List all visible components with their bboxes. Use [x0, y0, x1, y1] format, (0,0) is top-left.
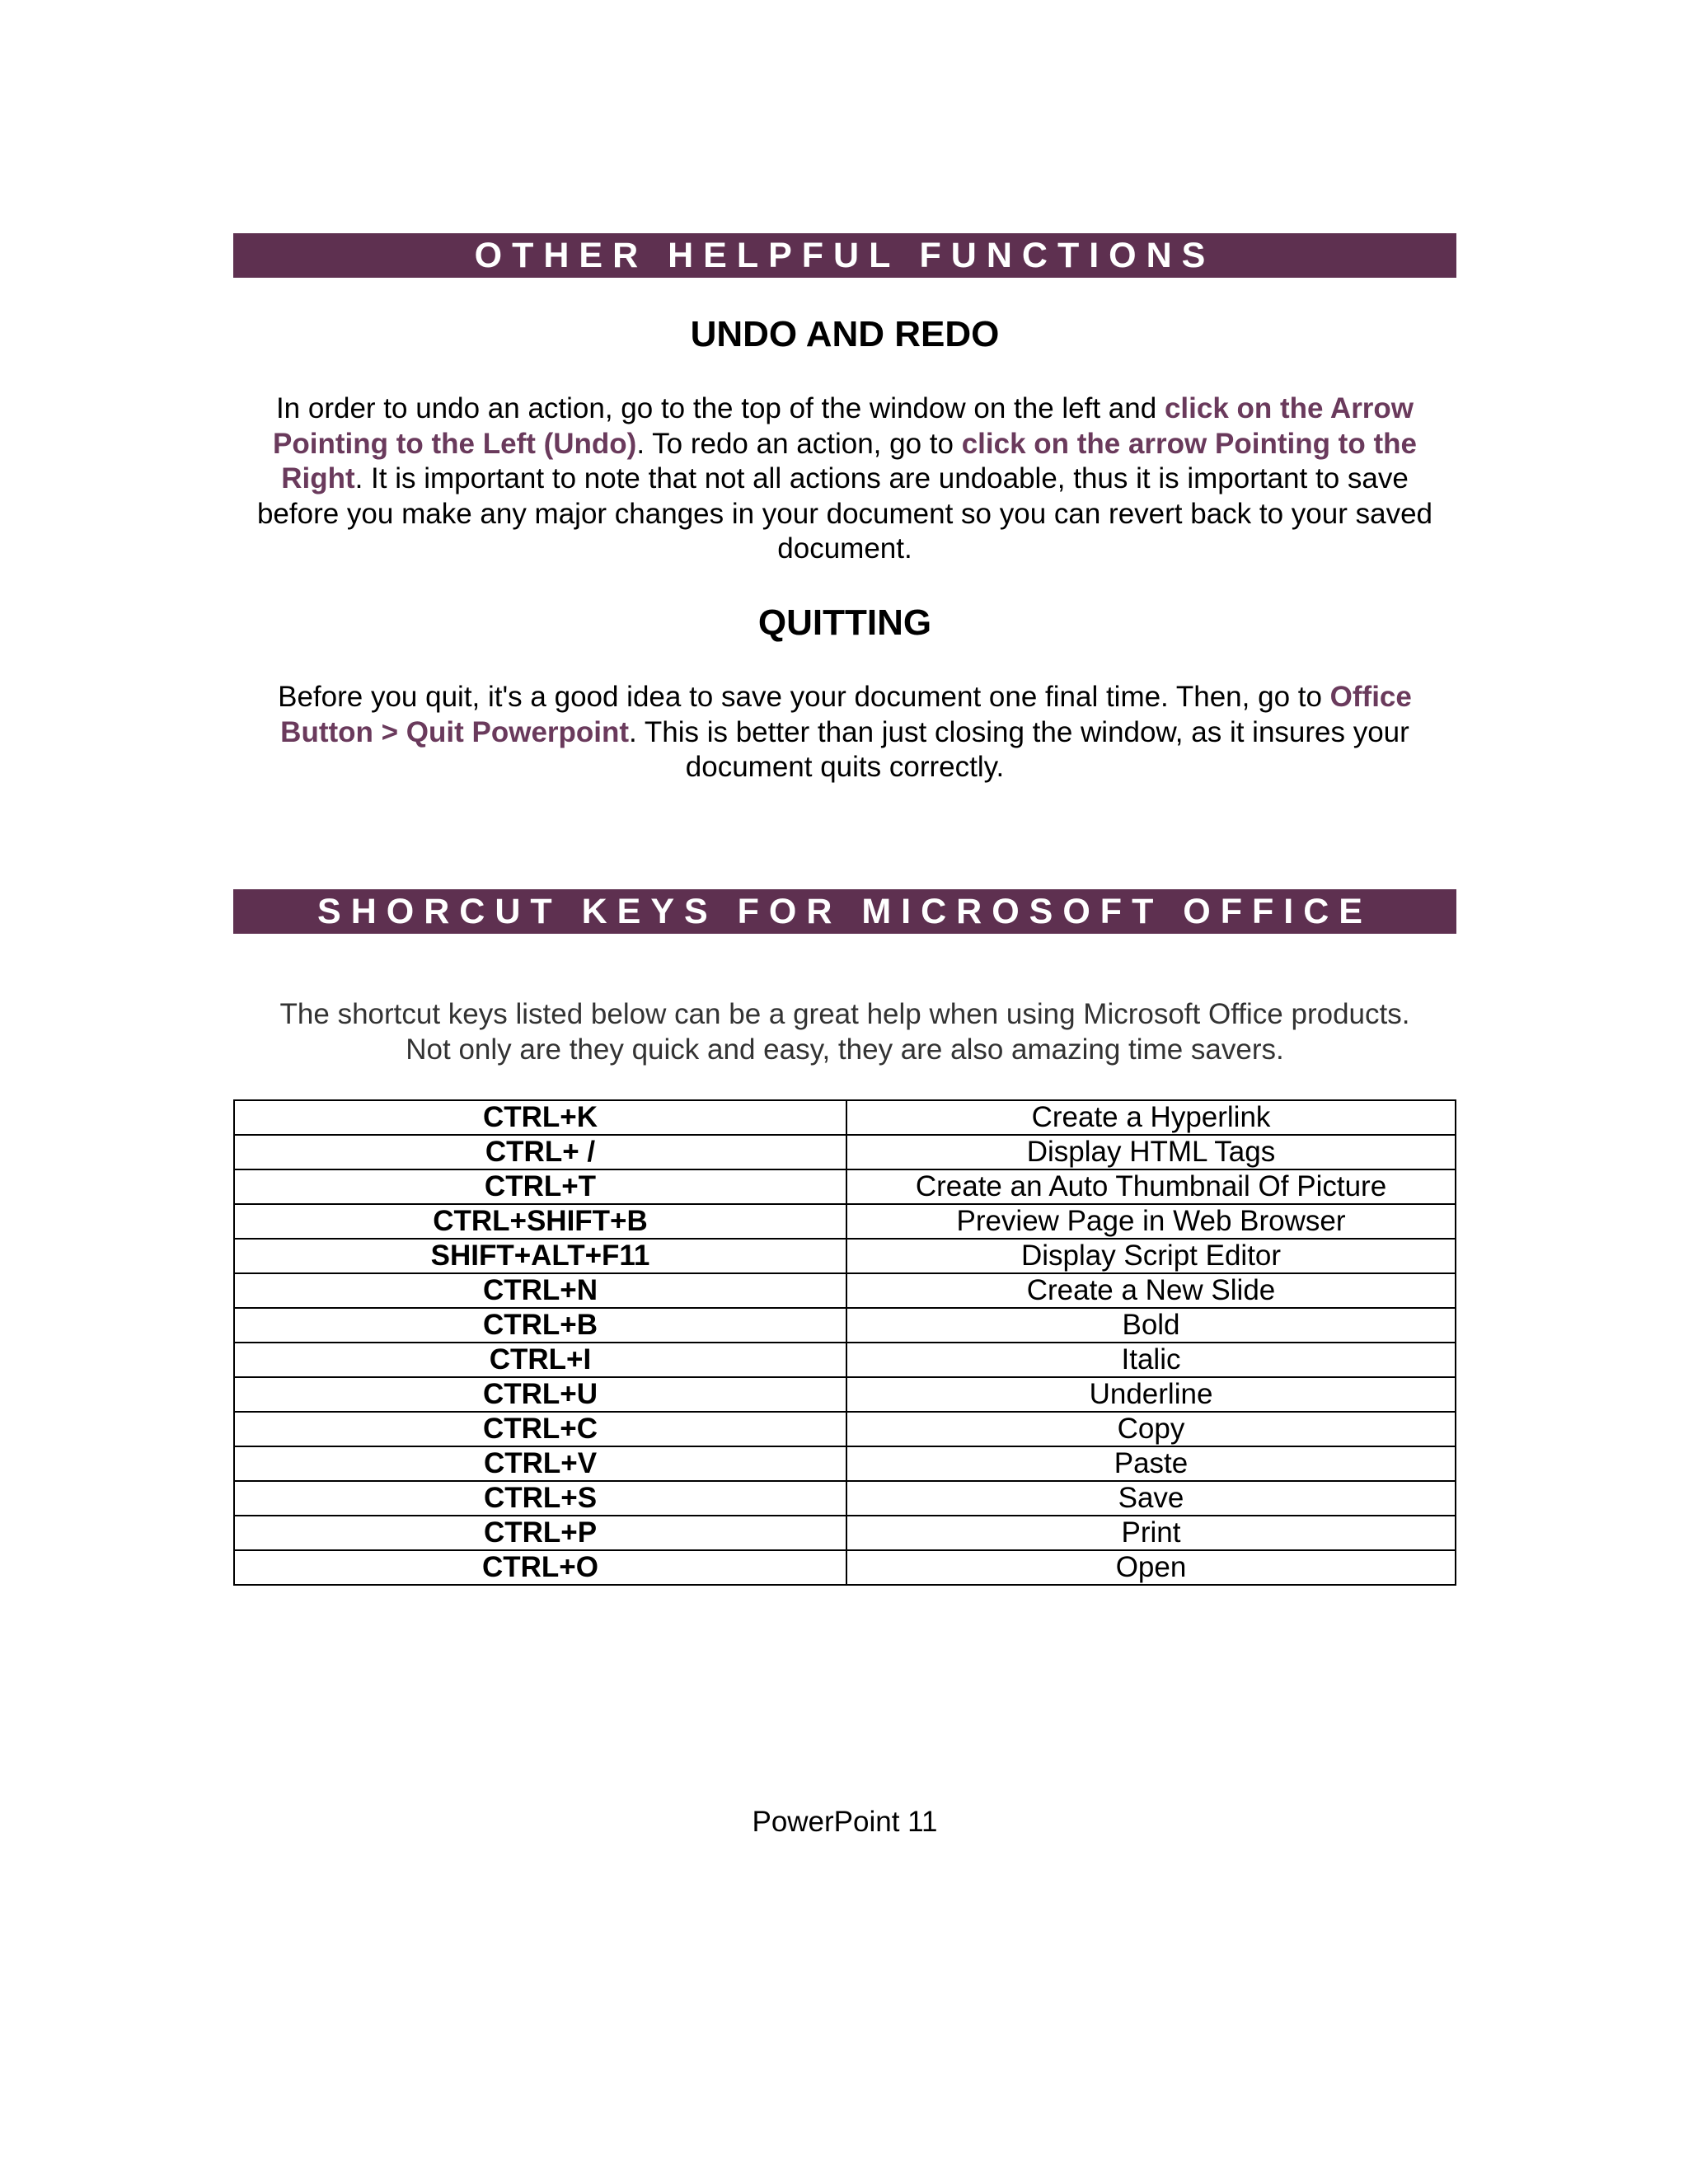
shortcut-key-cell: SHIFT+ALT+F11: [234, 1239, 846, 1273]
shortcut-key-cell: CTRL+P: [234, 1516, 846, 1550]
shortcut-key-cell: CTRL+V: [234, 1446, 846, 1481]
shortcut-table-body: [234, 1100, 1456, 1585]
undo-highlight-2: click on the arrow Pointing to the Right: [281, 427, 1417, 494]
shortcut-action-cell: Display Script Editor: [846, 1239, 1456, 1273]
shortcut-action-cell: Underline: [846, 1377, 1456, 1412]
undo-redo-paragraph: [239, 391, 1451, 567]
shortcut-key-cell: CTRL+O: [234, 1550, 846, 1585]
shortcut-key-cell: CTRL+I: [234, 1343, 846, 1377]
quit-highlight-1: Office Button > Quit Powerpoint: [280, 681, 1412, 748]
shortcut-action-cell: Create an Auto Thumbnail Of Picture: [846, 1169, 1456, 1204]
table-row: [234, 1481, 1456, 1516]
table-row: [234, 1239, 1456, 1273]
table-row: [234, 1204, 1456, 1239]
table-row: [234, 1377, 1456, 1412]
table-row: [234, 1308, 1456, 1343]
shortcut-key-cell: CTRL+T: [234, 1169, 846, 1204]
heading-undo-and-redo: UNDO AND REDO: [690, 314, 1000, 354]
table-row: [234, 1135, 1456, 1169]
shortcut-key-cell: CTRL+C: [234, 1412, 846, 1446]
shortcut-key-cell: CTRL+U: [234, 1377, 846, 1412]
quit-text-1: Before you quit, it's a good idea to save your document one final time. Then, go to: [278, 681, 1330, 713]
shortcut-key-cell: CTRL+ /: [234, 1135, 846, 1169]
shortcut-key-cell: CTRL+S: [234, 1481, 846, 1516]
quit-text-2: . This is better than just closing the window, as it insures your document quits correctly.: [629, 715, 1409, 783]
table-row: [234, 1169, 1456, 1204]
shortcut-action-cell: Create a New Slide: [846, 1273, 1456, 1308]
undo-text-1: In order to undo an action, go to the top of the window on the left and: [275, 392, 1165, 424]
shortcut-action-cell: Italic: [846, 1343, 1456, 1377]
shortcut-key-cell: CTRL+SHIFT+B: [234, 1204, 846, 1239]
undo-highlight-1: click on the Arrow Pointing to the Left (Undo): [273, 392, 1414, 460]
table-row: [234, 1550, 1456, 1585]
table-row: [234, 1273, 1456, 1308]
section-banner-other-helpful-functions: OTHER HELPFUL FUNCTIONS: [233, 233, 1456, 278]
shortcut-action-cell: Display HTML Tags: [846, 1135, 1456, 1169]
undo-text-2: . To redo an action, go to: [636, 427, 962, 460]
shortcut-action-cell: Print: [846, 1516, 1456, 1550]
shortcut-action-cell: Open: [846, 1550, 1456, 1585]
intro-line-1: The shortcut keys listed below can be a great help when using Microsoft Office products.: [279, 998, 1410, 1030]
shortcut-action-cell: Create a Hyperlink: [846, 1100, 1456, 1135]
table-row: [234, 1100, 1456, 1135]
shortcut-action-cell: Bold: [846, 1308, 1456, 1343]
shortcut-action-cell: Copy: [846, 1412, 1456, 1446]
intro-line-2: Not only are they quick and easy, they are also amazing time savers.: [406, 1033, 1284, 1066]
shortcut-intro-paragraph: [233, 997, 1456, 1067]
section-banner-shortcut-keys: SHORCUT KEYS FOR MICROSOFT OFFICE: [233, 889, 1456, 934]
table-row: [234, 1343, 1456, 1377]
table-row: [234, 1446, 1456, 1481]
undo-text-3: . It is important to note that not all actions are undoable, thus it is important to save before you make any major changes in your document so you can revert back to your saved document.: [256, 462, 1433, 565]
table-row: [234, 1516, 1456, 1550]
shortcut-action-cell: Paste: [846, 1446, 1456, 1481]
quitting-paragraph: [239, 680, 1451, 785]
table-row: [234, 1412, 1456, 1446]
shortcut-action-cell: Preview Page in Web Browser: [846, 1204, 1456, 1239]
page-footer: PowerPoint 11: [752, 1806, 938, 1838]
shortcut-key-cell: CTRL+K: [234, 1100, 846, 1135]
shortcut-key-cell: CTRL+N: [234, 1273, 846, 1308]
heading-quitting: QUITTING: [757, 602, 932, 643]
shortcut-key-cell: CTRL+B: [234, 1308, 846, 1343]
shortcut-keys-table: [233, 1099, 1456, 1586]
shortcut-action-cell: Save: [846, 1481, 1456, 1516]
